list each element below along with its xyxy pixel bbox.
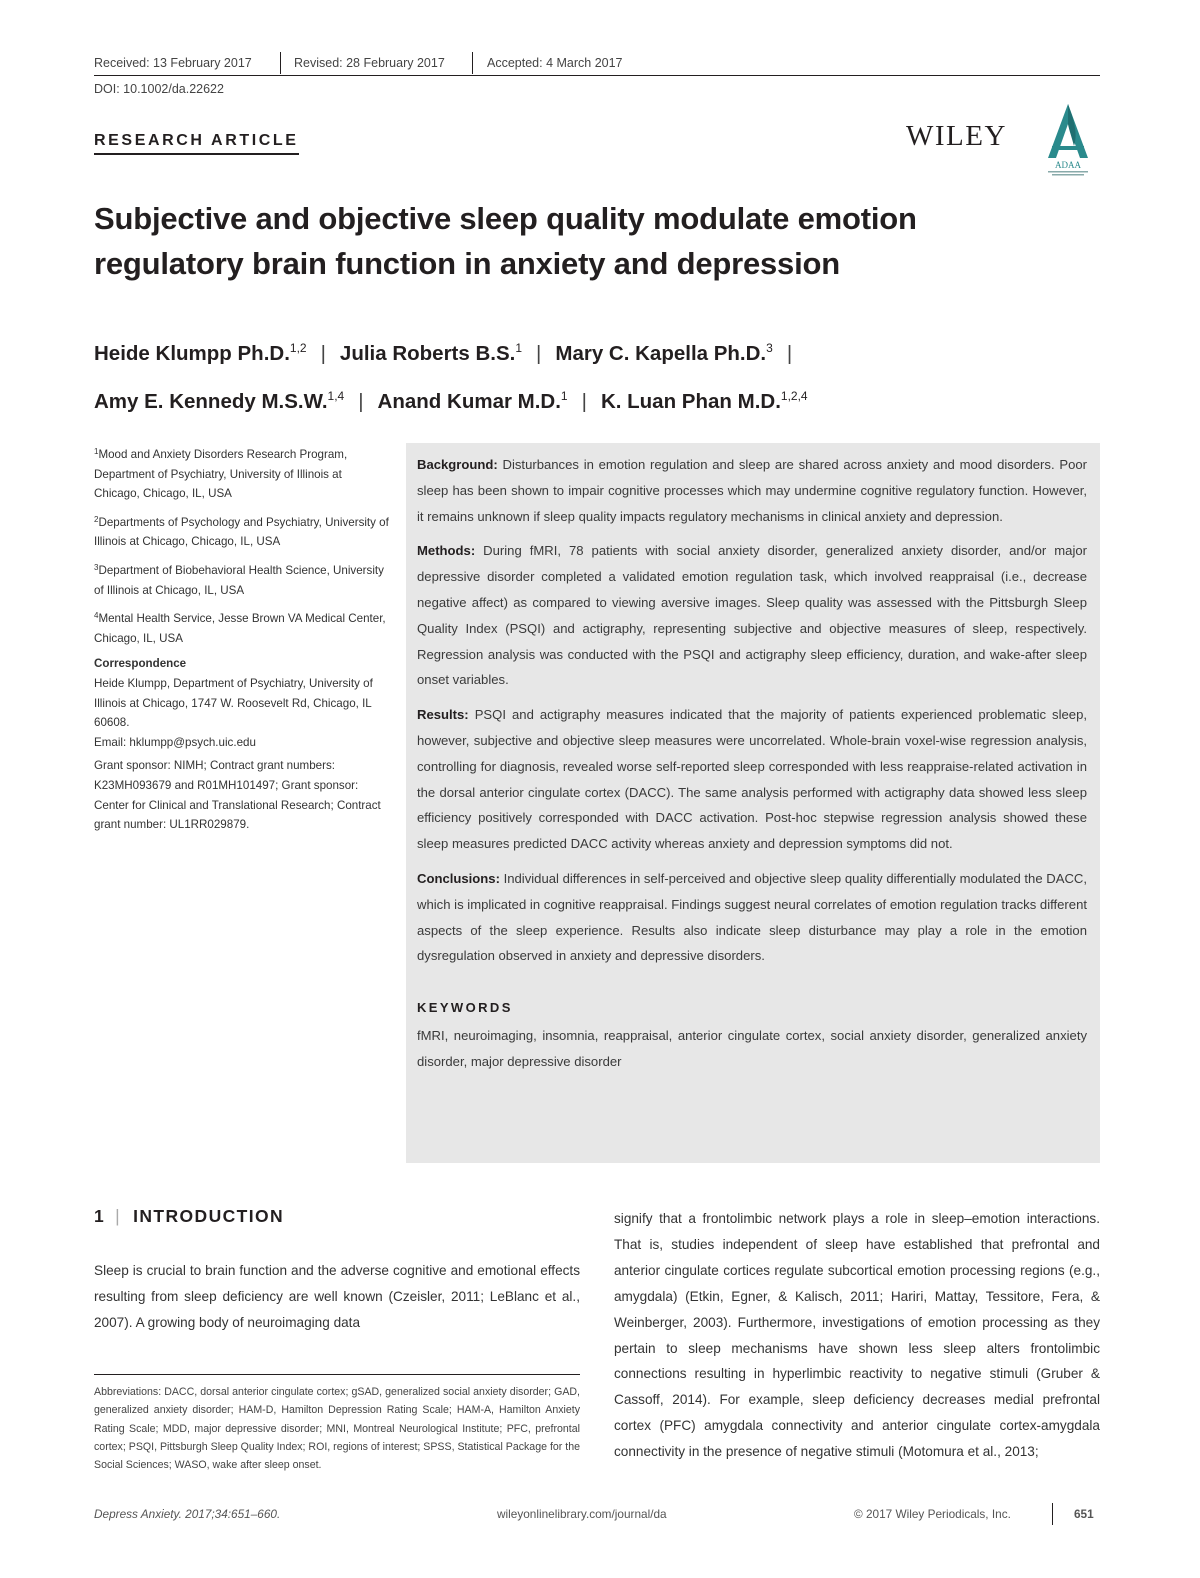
affiliation: $^3$Department of Biobehavioral Health Science, University of Illinois at Chicago, IL, USA: [94, 562, 384, 597]
author-name[interactable]: Amy E. Kennedy M.S.W.: [94, 390, 328, 413]
abstract-background: Background: Disturbances in emotion regulation and sleep are shared across anxiety and mood disorders. Poor sleep has been shown to impair cognitive processes which may undermine cognitive regulatory function. However, it remains unknown if sleep quality impacts regulatory mechanisms in clinical anxiety and depression.: [417, 457, 1087, 524]
header-divider: [280, 52, 281, 74]
footer-divider: [1052, 1503, 1053, 1525]
abstract-methods: Methods: During fMRI, 78 patients with social anxiety disorder, generalized anxiety disorder, and/or major depressive disorder completed a validated emotion regulation task, which involved reappraisal (i.e., decrease negative affect) as compared to viewing aversive images. Sleep quality was assessed with the Pittsburgh Sleep Quality Index (PSQI) and actigraphy, representing subjective and objective measures of sleep, respectively. Regression analysis was conducted with the PSQI and actigraphy sleep efficiency, duration, and wake-after sleep onset variables.: [417, 543, 1087, 688]
abstract: [406, 443, 1100, 1163]
received-date: Received: 13 February 2017: [94, 56, 252, 70]
page-number: 651: [1074, 1507, 1094, 1521]
header-divider: [472, 52, 473, 74]
journal-url[interactable]: wileyonlinelibrary.com/journal/da: [497, 1507, 667, 1521]
accepted-date: Accepted: 4 March 2017: [487, 56, 623, 70]
copyright: © 2017 Wiley Periodicals, Inc.: [854, 1507, 1011, 1521]
author-name[interactable]: Mary C. Kapella Ph.D.: [555, 342, 767, 365]
intro-left-column: Sleep is crucial to brain function and the adverse cognitive and emotional effects resulting from sleep deficiency are well known (Czeisler, 2011; LeBlanc et al., 2007). A growing body of neuroimaging data: [94, 1263, 580, 1330]
author-separator: |: [536, 342, 542, 365]
doi[interactable]: DOI: 10.1002/da.22622: [94, 82, 224, 96]
author-affil-sup: 1,2,4: [780, 389, 808, 403]
revised-date: Revised: 28 February 2017: [294, 56, 445, 70]
author-affil-sup: 1,2: [289, 341, 307, 355]
author-name[interactable]: K. Luan Phan M.D.: [600, 390, 781, 413]
keywords-heading: KEYWORDS: [417, 1000, 513, 1016]
author-separator: |: [358, 390, 364, 413]
wiley-logo: WILEY: [906, 120, 1007, 152]
author-list: [94, 327, 808, 423]
title-line: regulatory brain function in anxiety and depression: [94, 246, 840, 281]
keywords: fMRI, neuroimaging, insomnia, reappraisal, anterior cingulate cortex, social anxiety disorder, generalized anxiety disorder, major depressive disorder: [417, 1027, 1087, 1069]
correspondence-email[interactable]: Email: hklumpp@psych.uic.edu: [94, 735, 256, 749]
author-affil-sup: 1: [515, 341, 523, 355]
author-separator: |: [786, 342, 793, 365]
author-line: [94, 375, 808, 423]
section-title: INTRODUCTION: [133, 1206, 285, 1226]
section-heading-introduction: [94, 1206, 284, 1227]
correspondence-heading: Correspondence: [94, 657, 187, 671]
title-line: Subjective and objective sleep quality modulate emotion: [94, 201, 917, 236]
author-affil-sup: 1: [560, 389, 568, 403]
author-name[interactable]: Anand Kumar M.D.: [377, 390, 561, 413]
author-name[interactable]: Julia Roberts B.S.: [339, 342, 516, 365]
author-name[interactable]: Heide Klumpp Ph.D.: [94, 342, 290, 365]
affiliations: [94, 442, 390, 835]
author-affil-sup: 3: [766, 341, 773, 355]
article-dates: [94, 52, 1100, 76]
author-line: [94, 327, 808, 375]
grant-info: Grant sponsor: NIMH; Contract grant numbers: K23MH093679 and R01MH101497; Grant sponsor: Center for Clinical and Translational Research; Contract grant number: UL1RR029879.: [94, 759, 381, 832]
adaa-logo-text: ADAA: [1055, 160, 1081, 170]
intro-right-column: signify that a frontolimbic network plays a role in sleep–emotion interactions. That is, studies independent of sleep have established that prefrontal and anterior cingulate cortices regulate subcortical emotion processing regions (e.g., amygdala) (Etkin, Egner, & Kalisch, 2011; Hariri, Mattay, Tessitore, Fera, & Weinberger, 2003). Furthermore, investigations of emotion processing as they pertain to sleep mechanisms have shown less sleep alters frontolimbic connections resulting in hyperlimbic reactivity to negative stimuli (Gruber & Cassoff, 2014). For example, sleep deficiency decreases medial prefrontal cortex (PFC) amygdala connectivity and anterior cingulate cortex-amygdala connectivity in the presence of negative stimuli (Motomura et al., 2013;: [614, 1211, 1100, 1460]
correspondence-address: Heide Klumpp, Department of Psychiatry, University of Illinois at Chicago, 1747 W. Roosevelt Rd, Chicago, IL 60608.: [94, 676, 373, 730]
abbreviations-footnote: Abbreviations: DACC, dorsal anterior cingulate cortex; gSAD, generalized social anxiety disorder; GAD, generalized anxiety disorder; HAM-D, Hamilton Depression Rating Scale; HAM-A, Hamilton Anxiety Rating Scale; MDD, major depressive disorder; MNI, Montreal Neurological Institute; PFC, prefrontal cortex; PSQI, Pittsburgh Sleep Quality Index; ROI, regions of interest; SPSS, Statistical Package for the Social Sciences; WASO, wake after sleep onset.: [94, 1374, 580, 1474]
journal-citation: Depress Anxiety. 2017;34:651–660.: [94, 1507, 281, 1521]
affiliation: $^1$Mood and Anxiety Disorders Research Program, Department of Psychiatry, University of Illinois at Chicago, Chicago, IL, USA: [94, 447, 348, 501]
article-title: [94, 196, 1054, 286]
publisher-logos: [906, 100, 1102, 180]
adaa-logo-icon: [1034, 100, 1102, 180]
section-number: 1: [94, 1206, 106, 1226]
author-separator: |: [581, 390, 587, 413]
author-affil-sup: 1,4: [327, 389, 345, 403]
article-type: RESEARCH ARTICLE: [94, 132, 299, 155]
author-separator: |: [320, 342, 326, 365]
affiliation: $^2$Departments of Psychology and Psychiatry, University of Illinois at Chicago, Chicago, IL, USA: [94, 514, 389, 549]
abstract-results: Results: PSQI and actigraphy measures indicated that the majority of patients experienced problematic sleep, however, subjective and objective sleep measures were uncorrelated. Whole-brain voxel-wise regression analysis, controlling for diagnosis, revealed worse self-reported sleep corresponded with less reappraise-related activation in the dorsal anterior cingulate cortex (DACC). The same analysis performed with actigraphy data showed less sleep efficiency positively corresponded with DACC activation. Post-hoc stepwise regression analysis showed these sleep measures predicted DACC activity whereas anxiety and depression symptoms did not.: [417, 707, 1087, 852]
affiliation: $^4$Mental Health Service, Jesse Brown VA Medical Center, Chicago, IL, USA: [94, 611, 386, 645]
abstract-conclusions: Conclusions: Individual differences in self-perceived and objective sleep quality differentially modulated the DACC, which is implicated in cognitive reappraisal. Findings suggest neural correlates of emotion regulation tracks different aspects of the sleep experience. Results also indicate sleep disturbance may play a role in the emotion dysregulation observed in anxiety and depressive disorders.: [417, 870, 1087, 964]
section-separator: |: [115, 1206, 122, 1226]
